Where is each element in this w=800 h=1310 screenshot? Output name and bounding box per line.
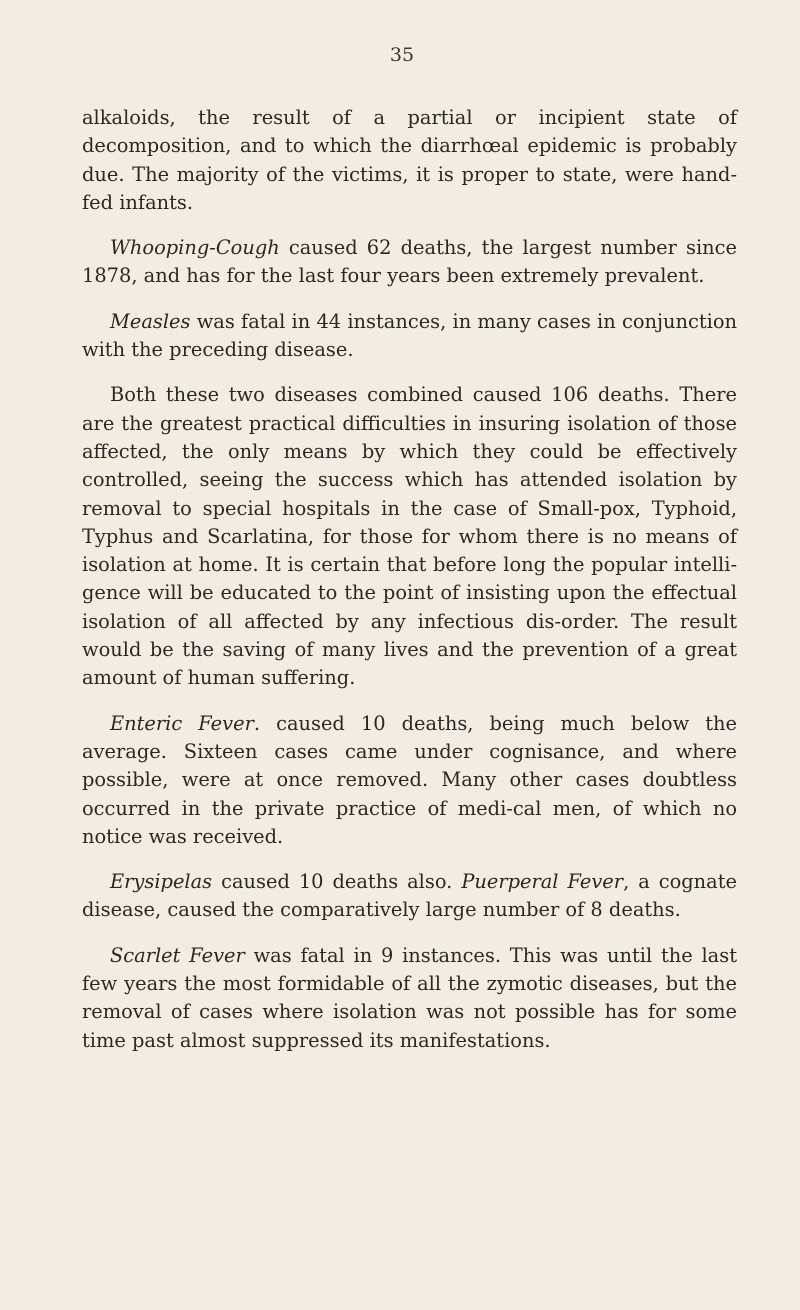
paragraph	[82, 942, 737, 1055]
paragraph-text: caused 10 deaths also.	[212, 870, 462, 894]
page-number: 35	[389, 44, 415, 66]
disease-name: Enteric Fever	[110, 711, 254, 735]
paragraph	[82, 710, 737, 851]
paragraph-text: , a cognate disease, caused the comparatively large number of 8 deaths.	[82, 870, 737, 922]
paragraph-text: . caused 10 deaths, being much below the average. Sixteen cases came under cognisance, and where possible, were at once removed. Many other cases doubtless occurred in the private practice of medi-cal men, of which no notice was received.	[82, 711, 737, 848]
paragraph-text: alkaloids, the result of a partial or incipient state of decomposition, and to which the diarrhœal epidemic is probably due. The majority of the victims, it is proper to state, were hand-fed infants.	[82, 106, 737, 214]
paragraph-text: caused 62 deaths, the largest number since 1878, and has for the last four years been extremely prevalent.	[82, 236, 737, 288]
paragraph	[82, 868, 737, 925]
body-text	[82, 104, 737, 1072]
paragraph	[82, 308, 737, 365]
paragraph-text: was fatal in 44 instances, in many cases in conjunction with the preceding disease.	[82, 309, 737, 362]
disease-name: Puerperal Fever	[461, 870, 624, 894]
paragraph	[82, 234, 737, 291]
disease-name: Scarlet Fever	[110, 943, 245, 967]
paragraph-text: Both these two diseases combined caused 106 deaths. There are the greatest practical difficulties in insuring isolation of those affected, the only means by which they could be effectively controlled, seeing the success which has attended isolation by removal to special hospitals in the case of Small-pox, Typhoid, Typhus and Scarlatina, for those for whom there is no means of isolation at home. It is certain that before long the popular intelli-gence will be educated to the point of insisting upon the effectual isolation of all affected by any infectious dis-order. The result would be the saving of many lives and the prevention of a great amount of human suffering.	[82, 383, 737, 690]
paragraph	[82, 381, 737, 692]
disease-name: Measles	[110, 309, 191, 333]
paragraph-text: was fatal in 9 instances. This was until the last few years the most formidable of all the zymotic diseases, but the removal of cases where isolation was not possible has for some time past almost suppressed its manifestations.	[82, 943, 737, 1052]
paragraph	[82, 104, 737, 217]
disease-name: Erysipelas	[110, 870, 213, 894]
disease-name: Whooping-Cough	[110, 236, 280, 260]
